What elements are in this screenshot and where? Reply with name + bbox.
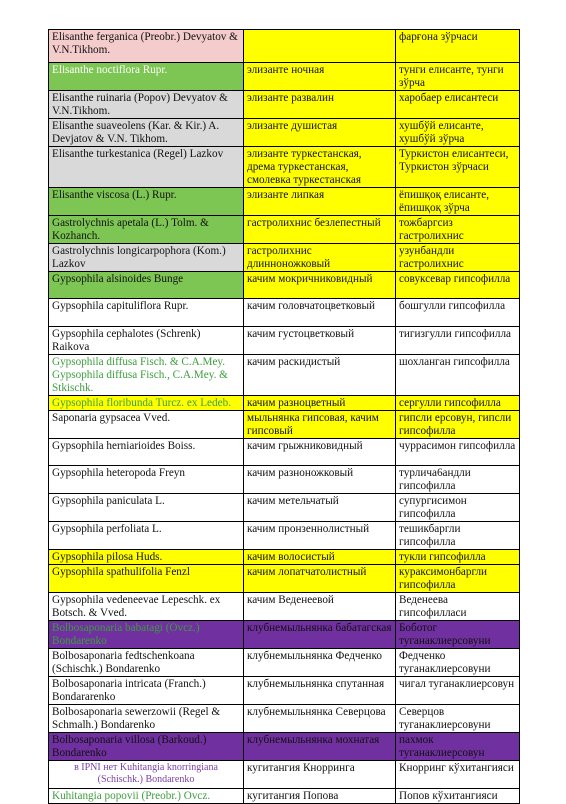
table-row bbox=[49, 244, 520, 272]
latin-name-cell: Bolbosaponaria sewerzowii (Regel & Schmalh.) Bondarenko bbox=[49, 705, 244, 733]
russian-name-cell: элизанте душистая bbox=[244, 119, 396, 147]
table-row bbox=[49, 63, 520, 91]
latin-name-cell: Gypsophila perfoliata L. bbox=[49, 522, 244, 550]
uzbek-name-cell: тукли гипсофилла bbox=[396, 550, 520, 565]
table-row bbox=[49, 439, 520, 466]
uzbek-name-cell: кураксимонбаргли гипсофилла bbox=[396, 565, 520, 593]
russian-name-cell: качим грыжниковидный bbox=[244, 439, 396, 466]
table-row bbox=[49, 299, 520, 327]
uzbek-name-cell: тигизгулли гипсофилла bbox=[396, 327, 520, 355]
species-table-body bbox=[49, 30, 520, 804]
table-row bbox=[49, 216, 520, 244]
species-table bbox=[48, 29, 520, 804]
latin-name-cell: Gastrolychnis apetala (L.) Tolm. & Kozhanch. bbox=[49, 216, 244, 244]
uzbek-name-cell: Веденеева гипсофилласи bbox=[396, 593, 520, 621]
uzbek-name-cell: гипсли ерсовун, гипсли гипсофилла bbox=[396, 411, 520, 439]
table-row bbox=[49, 789, 520, 804]
russian-name-cell: элизанте липкая bbox=[244, 188, 396, 216]
uzbek-name-cell: турлича6андли гипсофилла bbox=[396, 466, 520, 494]
russian-name-cell: кугитангия Кнорринга bbox=[244, 761, 396, 789]
russian-name-cell: элизанте развалин bbox=[244, 91, 396, 119]
russian-name-cell: клубнемыльнянка мохнатая bbox=[244, 733, 396, 761]
russian-name-cell: качим пронзеннолистный bbox=[244, 522, 396, 550]
uzbek-name-cell: чуррасимон гипсофилла bbox=[396, 439, 520, 466]
latin-name-cell: Gypsophila spathulifolia Fenzl bbox=[49, 565, 244, 593]
table-row bbox=[49, 705, 520, 733]
russian-name-cell: клубнемыльнянка спутанная bbox=[244, 677, 396, 705]
uzbek-name-cell: Кнорринг кўхитангияси bbox=[396, 761, 520, 789]
table-row bbox=[49, 147, 520, 188]
latin-name-cell: Kuhitangia popovii (Preobr.) Ovcz. bbox=[49, 789, 244, 804]
russian-name-cell: качим метельчатый bbox=[244, 494, 396, 522]
uzbek-name-cell: тожбаргсиз гастролихнис bbox=[396, 216, 520, 244]
russian-name-cell: качим волосистый bbox=[244, 550, 396, 565]
table-row bbox=[49, 396, 520, 411]
table-row bbox=[49, 761, 520, 789]
uzbek-name-cell: Северцов туганаклиерсовуни bbox=[396, 705, 520, 733]
latin-name-cell: в IPNI нет Kuhitangia knorringiana (Schischk.) Bondarenko bbox=[49, 761, 244, 789]
latin-name-cell: Gypsophila floribunda Turcz. ex Ledeb. bbox=[49, 396, 244, 411]
latin-name-cell: Elisanthe turkestanica (Regel) Lazkov bbox=[49, 147, 244, 188]
latin-name-cell: Bolbosaponaria babatagi (Ovcz.) Bondarenko bbox=[49, 621, 244, 649]
russian-name-cell: качим разноножковый bbox=[244, 466, 396, 494]
latin-name-cell: Gypsophila capituliflora Rupr. bbox=[49, 299, 244, 327]
latin-name-cell: Gypsophila pilosa Huds. bbox=[49, 550, 244, 565]
table-row bbox=[49, 119, 520, 147]
latin-name-cell: Gypsophila heteropoda Freyn bbox=[49, 466, 244, 494]
latin-name-cell: Gypsophila cephalotes (Schrenk) Raikova bbox=[49, 327, 244, 355]
uzbek-name-cell: бошгулли гипсофилла bbox=[396, 299, 520, 327]
uzbek-name-cell: чигал туганаклиерсовун bbox=[396, 677, 520, 705]
latin-name-cell: Gastrolychnis longicarpophora (Kom.) Lazkov bbox=[49, 244, 244, 272]
uzbek-name-cell: узунбандли гастролихнис bbox=[396, 244, 520, 272]
latin-name-cell: Bolbosaponaria intricata (Franch.) Bondararenko bbox=[49, 677, 244, 705]
latin-name-cell: Gypsophila diffusa Fisch. & C.A.Mey. Gypsophila diffusa Fisch., C.A.Mey. & Stkischk. bbox=[49, 355, 244, 396]
table-row bbox=[49, 411, 520, 439]
latin-name-cell: Elisanthe ruinaria (Popov) Devyatov & V.N.Tikhom. bbox=[49, 91, 244, 119]
russian-name-cell: качим мокричниковидный bbox=[244, 272, 396, 299]
latin-name-cell: Elisanthe viscosa (L.) Rupr. bbox=[49, 188, 244, 216]
table-row bbox=[49, 677, 520, 705]
uzbek-name-cell: пахмок туганаклиерсовун bbox=[396, 733, 520, 761]
uzbek-name-cell: шохланган гипсофилла bbox=[396, 355, 520, 396]
russian-name-cell: элизанте ночная bbox=[244, 63, 396, 91]
russian-name-cell: клубнемыльнянка Федченко bbox=[244, 649, 396, 677]
russian-name-cell: качим лопатчатолистный bbox=[244, 565, 396, 593]
latin-name-cell: Saponaria gypsacea Vved. bbox=[49, 411, 244, 439]
latin-name-cell: Bolbosaponaria fedtschenkoana (Schischk.) Bondarenko bbox=[49, 649, 244, 677]
latin-name-cell: Elisanthe suaveolens (Kar. & Kir.) A. Devjatov & V.N. Tikhom. bbox=[49, 119, 244, 147]
table-row bbox=[49, 466, 520, 494]
uzbek-name-cell: тешикбаргли гипсофилла bbox=[396, 522, 520, 550]
russian-name-cell: клубнемыльнянка бабатагская bbox=[244, 621, 396, 649]
latin-name-cell: Bolbosaponaria villosa (Barkoud.) Bondarenko bbox=[49, 733, 244, 761]
latin-name-cell: Gypsophila herniarioides Boiss. bbox=[49, 439, 244, 466]
uzbek-name-cell: совуксевар гипсофилла bbox=[396, 272, 520, 299]
table-row bbox=[49, 494, 520, 522]
russian-name-cell bbox=[244, 30, 396, 63]
uzbek-name-cell: ёпишқоқ елисанте, ёпишқоқ зўрча bbox=[396, 188, 520, 216]
table-row bbox=[49, 272, 520, 299]
russian-name-cell: гастролихнис длинноножковый bbox=[244, 244, 396, 272]
uzbek-name-cell: Попов кўхитангияси bbox=[396, 789, 520, 804]
table-row bbox=[49, 30, 520, 63]
latin-name-cell: Elisanthe noctiflora Rupr. bbox=[49, 63, 244, 91]
table-row bbox=[49, 733, 520, 761]
uzbek-name-cell: Боботог туганаклиерсовуни bbox=[396, 621, 520, 649]
latin-name-cell: Gypsophila paniculata L. bbox=[49, 494, 244, 522]
table-row bbox=[49, 327, 520, 355]
russian-name-cell: кугитангия Попова bbox=[244, 789, 396, 804]
latin-name-cell: Gypsophila alsinoides Bunge bbox=[49, 272, 244, 299]
table-row bbox=[49, 355, 520, 396]
russian-name-cell: клубнемыльнянка Северцова bbox=[244, 705, 396, 733]
uzbek-name-cell: Туркистон елисантеси, Туркистон зўрчаси bbox=[396, 147, 520, 188]
uzbek-name-cell: Федченко туганаклиерсовуни bbox=[396, 649, 520, 677]
russian-name-cell: качим раскидистый bbox=[244, 355, 396, 396]
table-row bbox=[49, 188, 520, 216]
table-row bbox=[49, 91, 520, 119]
uzbek-name-cell: сергулли гипсофилла bbox=[396, 396, 520, 411]
russian-name-cell: качим головчатоцветковый bbox=[244, 299, 396, 327]
russian-name-cell: элизанте туркестанская, дрема туркестанская, смолевка туркестанская bbox=[244, 147, 396, 188]
russian-name-cell: мыльнянка гипсовая, качим гипсовый bbox=[244, 411, 396, 439]
russian-name-cell: качим Веденеевой bbox=[244, 593, 396, 621]
russian-name-cell: качим густоцветковый bbox=[244, 327, 396, 355]
table-row bbox=[49, 649, 520, 677]
table-row bbox=[49, 565, 520, 593]
table-row bbox=[49, 550, 520, 565]
uzbek-name-cell: супургисимон гипсофилла bbox=[396, 494, 520, 522]
russian-name-cell: качим разноцветный bbox=[244, 396, 396, 411]
russian-name-cell: гастролихнис безлепестный bbox=[244, 216, 396, 244]
uzbek-name-cell: тунги елисанте, тунги зўрча bbox=[396, 63, 520, 91]
uzbek-name-cell: хушбўй елисанте, хушбўй зўрча bbox=[396, 119, 520, 147]
table-row bbox=[49, 621, 520, 649]
latin-name-cell: Elisanthe ferganica (Preobr.) Devyatov & V.N.Tikhom. bbox=[49, 30, 244, 63]
table-row bbox=[49, 522, 520, 550]
latin-name-cell: Gypsophila vedeneevae Lepeschk. ex Botsch. & Vved. bbox=[49, 593, 244, 621]
uzbek-name-cell: харобаер елисантеси bbox=[396, 91, 520, 119]
table-row bbox=[49, 593, 520, 621]
uzbek-name-cell: фарғона зўрчаси bbox=[396, 30, 520, 63]
